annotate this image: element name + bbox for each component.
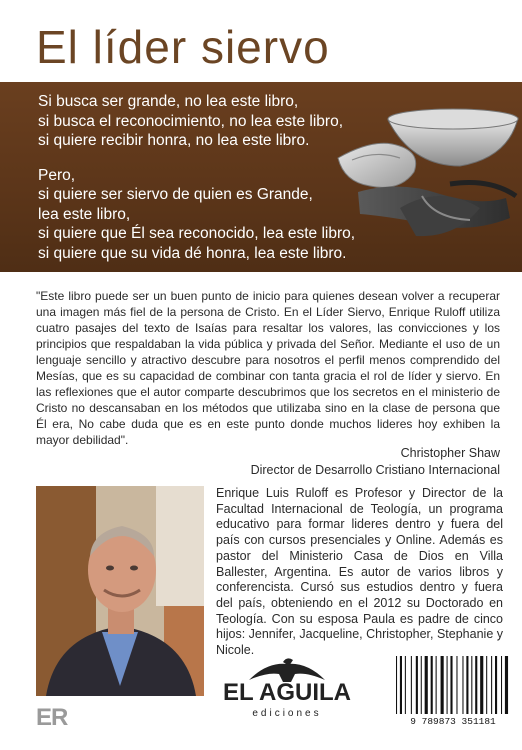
barcode-bar xyxy=(495,656,497,714)
tagline-line: lea este libro, xyxy=(38,205,131,223)
basin-towel-image xyxy=(330,88,522,264)
tagline-line: si quiere ser siervo de quien es Grande, xyxy=(38,186,313,203)
barcode-bar xyxy=(411,656,412,714)
publisher-subtitle: ediciones xyxy=(252,708,322,719)
barcode-bar xyxy=(436,656,437,714)
barcode-bars xyxy=(392,654,514,716)
publisher-logo xyxy=(222,656,352,728)
barcode-bar xyxy=(501,656,502,714)
isbn-number: 9 789873 351181 xyxy=(410,716,496,727)
barcode-bar xyxy=(416,656,418,714)
barcode xyxy=(392,654,514,730)
barcode-bar xyxy=(462,656,463,714)
tagline-line: si quiere recibir honra, no lea este libro. xyxy=(38,132,310,149)
barcode-bar xyxy=(471,656,472,714)
tagline-line: Si busca ser grande, no lea este libro, xyxy=(38,93,299,110)
endorser-role: Director de Desarrollo Cristiano Internacional xyxy=(250,463,500,477)
barcode-bar xyxy=(405,656,406,714)
barcode-bar xyxy=(456,656,457,714)
author-bio: Enrique Luis Ruloff es Profesor y Director de la Facultad Internacional de Teología, un programa educativo para formar lideres dentro y fuera del país con cursos presenciales y Online. Además es pastor del Ministerio Casa de Dios en Villa Ballester, Argentina. Es autor de varios libros y conferencista. Cursó sus estudios dentro y fuera del país, obteniendo en el 2012 su Doctorado en Teología. Con su esposa Paula es padre de cinco hijos: Jennifer, Jacqueline, Christopher, Stephanie y Nicole. xyxy=(216,486,503,658)
barcode-bar xyxy=(475,656,477,714)
barcode-bar xyxy=(400,656,402,714)
tagline-line: si quiere que su vida dé honra, lea este libro. xyxy=(38,244,347,262)
author-photo xyxy=(36,486,204,696)
tagline-line: si quiere que Él sea reconocido, lea este libro, xyxy=(38,225,356,242)
endorsement-quote: "Este libro puede ser un buen punto de inicio para quienes desean volver a recuperar una imagen más fiel de la persona de Cristo. En el Líder Siervo, Enrique Ruloff utiliza cuatro pasajes del texto de Isaías para resaltar los valores, las convicciones y los principios que respaldaban la vida pública y privada del Señor. Mediante el uso de un lenguaje sencillo y atractivo descubre para nosotros el perfil menos comprendido del Mesías, que es su capacidad de combinar con tanta gracia el rol de líder y siervo. En las reflexiones que el autor comparte descubrimos que los secretos en el ministerio de Cristo no descansaban en los métodos que utilizaba sino en la clase de persona que Él era, No cabe duda que es en este punto donde muchos lideres hoy exhiben la mayor debilidad". xyxy=(36,289,500,447)
publisher-name: EL AGUILA xyxy=(222,679,351,706)
book-title: El líder siervo xyxy=(36,21,330,73)
barcode-bar xyxy=(466,656,468,714)
barcode-bar xyxy=(431,656,433,714)
barcode-bar xyxy=(486,656,487,714)
barcode-bar xyxy=(450,656,452,714)
endorser-name: Christopher Shaw xyxy=(400,446,500,460)
barcode-bar xyxy=(505,656,508,714)
barcode-bar xyxy=(491,656,492,714)
imprint-logo: ER xyxy=(36,704,68,731)
tagline-line: si busca el reconocimiento, no lea este libro, xyxy=(38,112,343,130)
barcode-bar xyxy=(447,656,448,714)
tagline-line: Pero, xyxy=(38,166,76,184)
barcode-bar xyxy=(480,656,483,714)
barcode-bar xyxy=(421,656,422,714)
barcode-bar xyxy=(441,656,444,714)
barcode-bar xyxy=(396,656,397,714)
barcode-bar xyxy=(425,656,428,714)
